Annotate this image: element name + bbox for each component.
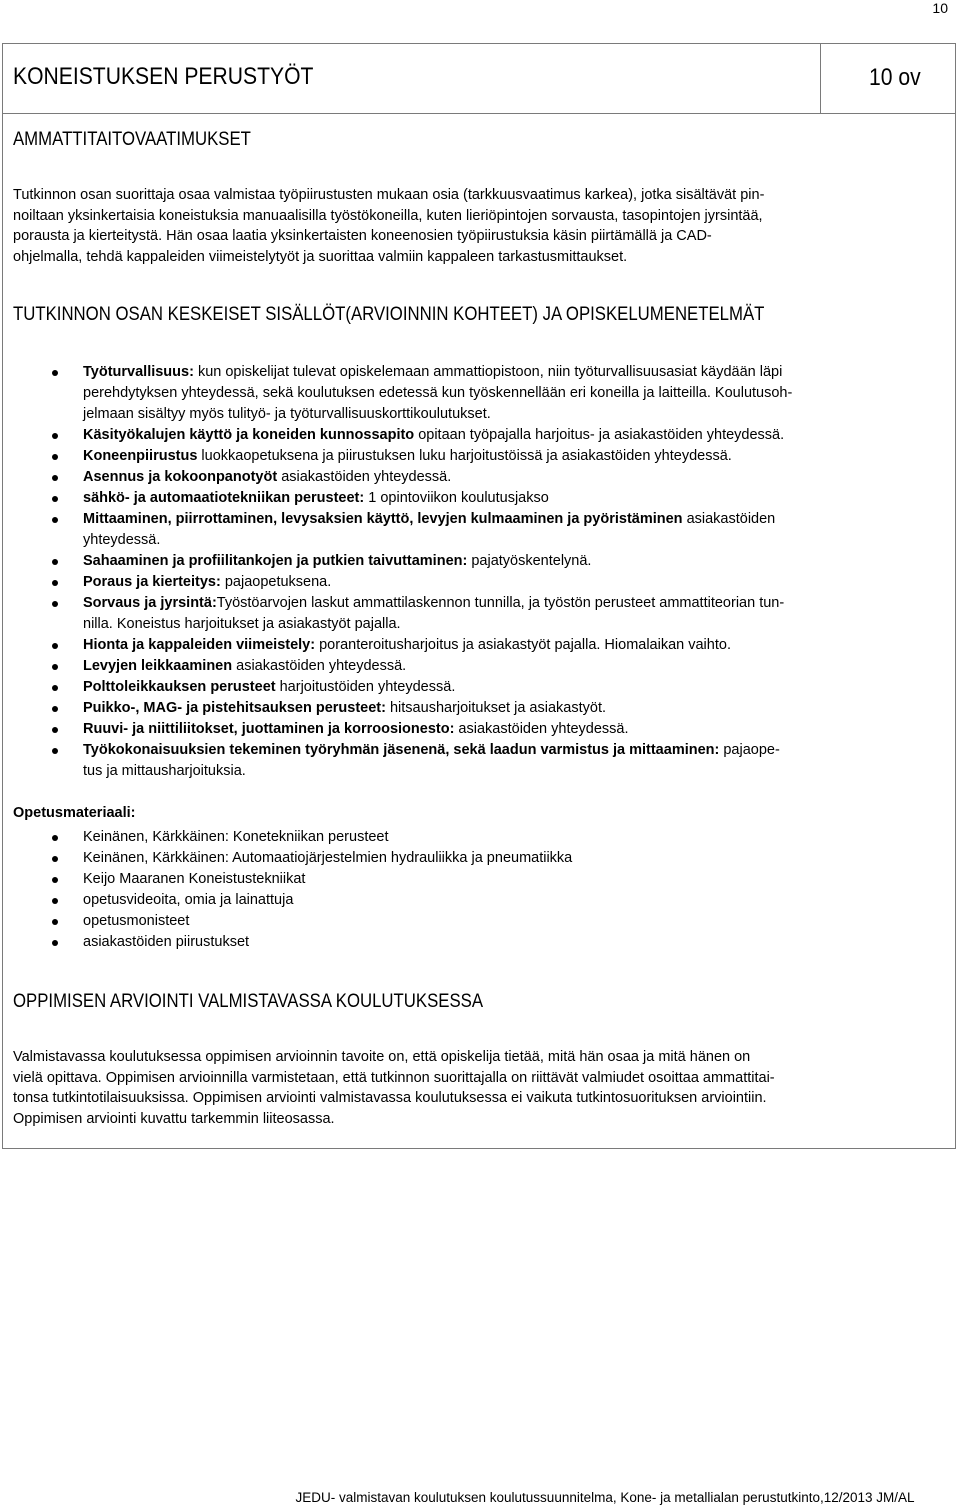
materials-list — [0, 827, 960, 953]
bullet-icon — [52, 559, 58, 565]
paragraph-line: Valmistavassa koulutuksessa oppimisen arvioinnin tavoite on, että opiskelija tietää, mitä hän osaa ja mitä hänen on — [13, 1049, 751, 1065]
title-divider — [820, 43, 821, 113]
bullet-icon — [52, 727, 58, 733]
paragraph-line: vielä opittava. Oppimisen arvioinnilla varmistetaan, että tutkinnon suorittajalla on riittävät valmiudet osoittaa ammattitai- — [13, 1069, 775, 1086]
material-list-item — [0, 848, 940, 869]
list-item-line — [83, 593, 940, 614]
content-list-item — [0, 593, 940, 635]
list-item-topic: Sahaaminen ja profiilitankojen ja putkien taivuttaminen: — [83, 553, 468, 569]
page-number: 10 — [932, 0, 948, 16]
content-list-item — [0, 425, 940, 446]
material-list-item — [0, 869, 940, 890]
bullet-icon — [52, 835, 58, 841]
list-item-text: perehdytyksen yhteydessä, sekä koulutuksen edetessä kun työskennellään eri koneilla ja laitteilla. Koulutusoh- — [83, 385, 793, 401]
list-item-text: harjoitustöiden yhteydessä. — [275, 679, 456, 695]
list-item-text: 1 opintoviikon koulutusjakso — [364, 490, 549, 506]
section-heading-assessment: OPPIMISEN ARVIOINTI VALMISTAVASSA KOULUTUKSESSA — [13, 990, 484, 1012]
list-item-topic: Hionta ja kappaleiden viimeistely: — [83, 637, 316, 653]
list-item-topic: Työturvallisuus: — [83, 364, 194, 380]
list-item-line — [83, 761, 940, 782]
material-list-item — [0, 932, 940, 953]
content-list-item — [0, 635, 940, 656]
bullet-icon — [52, 877, 58, 883]
content-list-item — [0, 572, 940, 593]
bullet-icon — [52, 433, 58, 439]
list-item-topic: Työkokonaisuuksien tekeminen työryhmän jäsenenä, sekä laadun varmistus ja mittaaminen: — [83, 742, 720, 758]
assessment-paragraph — [13, 1047, 941, 1129]
module-title: KONEISTUKSEN PERUSTYÖT — [13, 63, 314, 90]
bullet-icon — [52, 706, 58, 712]
content-list-item — [0, 446, 940, 467]
material-text: Keinänen, Kärkkäinen: Automaatiojärjestelmien hydrauliikka ja pneumatiikka — [83, 850, 573, 866]
list-item-text: yhteydessä. — [83, 532, 161, 548]
title-row — [2, 43, 956, 114]
list-item-topic: Ruuvi- ja niittiliitokset, juottaminen ja korroosionesto: — [83, 721, 455, 737]
bullet-icon — [52, 454, 58, 460]
list-item-line — [83, 467, 940, 488]
paragraph-line: porausta ja kierteitystä. Hän osaa laatia yksinkertaisten koneenosien työpiirustuksia käsin piirtämällä ja CAD- — [13, 228, 712, 245]
bullet-icon — [52, 643, 58, 649]
bullet-icon — [52, 685, 58, 691]
list-item-topic: Poraus ja kierteitys: — [83, 574, 221, 590]
list-item-topic: Mittaaminen, piirrottaminen, levysaksien käyttö, levyjen kulmaaminen ja pyöristäminen — [83, 511, 683, 527]
content-list-item — [0, 509, 940, 551]
material-text: asiakastöiden piirustukset — [83, 934, 250, 950]
list-item-line — [83, 383, 940, 404]
bullet-icon — [52, 475, 58, 481]
material-text: opetusvideoita, omia ja lainattuja — [83, 892, 294, 908]
material-list-item — [0, 827, 940, 848]
paragraph-line: Oppimisen arviointi kuvattu tarkemmin liiteosassa. — [13, 1110, 335, 1127]
content-list-item — [0, 719, 940, 740]
list-item-text: asiakastöiden yhteydessä. — [232, 658, 407, 674]
content-list-item — [0, 656, 940, 677]
list-item-text: tus ja mittausharjoituksia. — [83, 763, 246, 779]
section-heading-competences: AMMATTITAITOVAATIMUKSET — [13, 128, 251, 150]
materials-heading: Opetusmateriaali: — [13, 805, 136, 821]
material-list-item — [0, 890, 940, 911]
material-list-item — [0, 911, 940, 932]
content-list-item — [0, 488, 940, 509]
module-credits: 10 ov — [869, 64, 921, 91]
page-footer — [0, 1490, 960, 1505]
list-item-text: Työstöarvojen laskut ammattilaskennon tunnilla, ja työstön perusteet ammattiteorian tun- — [216, 595, 785, 611]
list-item-line — [83, 614, 940, 635]
list-item-text: poranteroitusharjoitus ja asiakastyöt pajalla. Hiomalaikan vaihto. — [315, 637, 731, 653]
list-item-text: pajaope- — [719, 742, 780, 758]
bullet-icon — [52, 601, 58, 607]
list-item-text: asiakastöiden yhteydessä. — [277, 469, 452, 485]
list-item-text: kun opiskelijat tulevat opiskelemaan ammattiopistoon, niin työturvallisuusasiat käydään läpi — [193, 364, 783, 380]
list-item-text: asiakastöiden — [682, 511, 776, 527]
content-list-item — [0, 362, 940, 425]
content-list-item — [0, 740, 940, 782]
list-item-line — [83, 551, 940, 572]
list-item-topic: Koneenpiirustus — [83, 448, 198, 464]
list-item-line — [83, 572, 940, 593]
list-item-topic: Polttoleikkauksen perusteet — [83, 679, 276, 695]
list-item-line — [83, 530, 940, 551]
bullet-icon — [52, 664, 58, 670]
paragraph-line: noiltaan yksinkertaisia koneistuksia manuaalisilla työstökoneilla, kuten lieriöpintojen sorvausta, tasopintojen jyrsintää, — [13, 207, 763, 224]
paragraph-line: Tutkinnon osan suorittaja osaa valmistaa työpiirustusten mukaan osia (tarkkuusvaatimus karkea), jotka sisältävät pin- — [13, 187, 765, 203]
list-item-line — [83, 509, 940, 530]
list-item-line — [83, 404, 940, 425]
list-item-line — [83, 740, 940, 761]
list-item-line — [83, 446, 940, 467]
list-item-topic: Levyjen leikkaaminen — [83, 658, 233, 674]
list-item-topic: Puikko-, MAG- ja pistehitsauksen perusteet: — [83, 700, 386, 716]
list-item-line — [83, 656, 940, 677]
bullet-icon — [52, 580, 58, 586]
list-item-text: luokkaopetuksena ja piirustuksen luku harjoitustöissä ja asiakastöiden yhteydessä. — [197, 448, 732, 464]
list-item-line — [83, 698, 940, 719]
content-list-item — [0, 698, 940, 719]
list-item-line — [83, 635, 940, 656]
list-item-line — [83, 677, 940, 698]
content-list-item — [0, 677, 940, 698]
list-item-text: opitaan työpajalla harjoitus- ja asiakastöiden yhteydessä. — [414, 427, 785, 443]
bullet-icon — [52, 898, 58, 904]
list-item-topic: Asennus ja kokoonpanotyöt — [83, 469, 278, 485]
paragraph-line: ohjelmalla, tehdä kappaleiden viimeistelytyöt ja suorittaa valmiin kappaleen tarkastusmittaukset. — [13, 248, 628, 265]
list-item-text: nilla. Koneistus harjoitukset ja asiakastyöt pajalla. — [83, 616, 401, 632]
list-item-text: pajaopetuksena. — [220, 574, 332, 590]
contents-list — [0, 362, 960, 782]
material-text: Keijo Maaranen Koneistustekniikat — [83, 871, 306, 887]
content-list-item — [0, 467, 940, 488]
content-list-item — [0, 551, 940, 572]
list-item-line — [83, 362, 940, 383]
bullet-icon — [52, 517, 58, 523]
bullet-icon — [52, 856, 58, 862]
paragraph-line: tonsa tutkintotilaisuuksissa. Oppimisen arviointi valmistavassa koulutuksessa ei vaikuta tutkintosuorituksen arviointiin. — [13, 1090, 767, 1107]
competences-paragraph — [13, 185, 941, 267]
material-text: opetusmonisteet — [83, 913, 190, 929]
list-item-text: hitsausharjoitukset ja asiakastyöt. — [385, 700, 606, 716]
list-item-topic: sähkö- ja automaatiotekniikan perusteet: — [83, 490, 365, 506]
bullet-icon — [52, 919, 58, 925]
material-text: Keinänen, Kärkkäinen: Konetekniikan perusteet — [83, 829, 389, 845]
list-item-line — [83, 425, 940, 446]
footer-text: JEDU- valmistavan koulutuksen koulutussuunnitelma, Kone- ja metallialan perustutkinto,12/2013 JM/AL — [295, 1490, 915, 1505]
list-item-topic: Käsityökalujen käyttö ja koneiden kunnossapito — [83, 427, 415, 443]
bullet-icon — [52, 748, 58, 754]
section-heading-contents: TUTKINNON OSAN KESKEISET SISÄLLÖT(ARVIOINNIN KOHTEET) JA OPISKELUMENETELMÄT — [13, 303, 765, 325]
list-item-text: jelmaan sisältyy myös tulityö- ja työturvallisuuskorttikoulutukset. — [83, 406, 491, 422]
list-item-line — [83, 719, 940, 740]
list-item-line — [83, 488, 940, 509]
list-item-topic: Sorvaus ja jyrsintä: — [83, 595, 217, 611]
bullet-icon — [52, 370, 58, 376]
bullet-icon — [52, 496, 58, 502]
bullet-icon — [52, 940, 58, 946]
list-item-text: asiakastöiden yhteydessä. — [454, 721, 629, 737]
list-item-text: pajatyöskentelynä. — [467, 553, 592, 569]
